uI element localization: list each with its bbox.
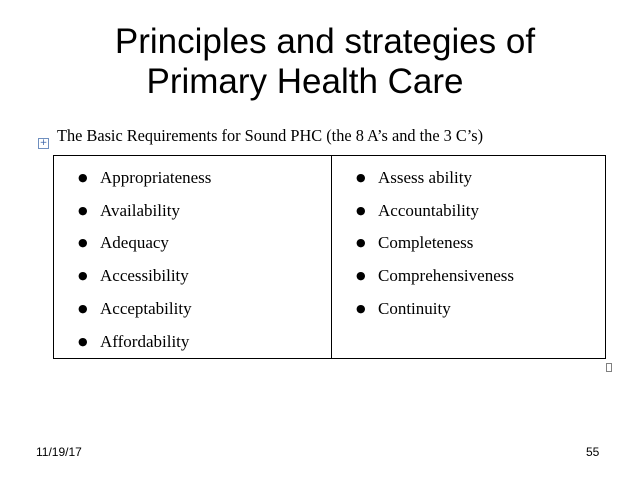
bullet-icon: ●: [356, 301, 366, 315]
table-move-handle-icon[interactable]: +: [39, 138, 48, 148]
list-item: [356, 293, 605, 326]
bullet-icon: ●: [356, 236, 366, 250]
bullet-icon: ●: [356, 203, 366, 217]
list-item: [356, 260, 605, 293]
list-item: [356, 195, 605, 228]
list-item: [78, 293, 331, 326]
slide-title-line-1: Principles and strategies of: [114, 22, 536, 61]
list-item-label: Assess ability: [378, 168, 472, 187]
slide-title: [0, 22, 638, 102]
bullet-icon: ●: [78, 203, 88, 217]
left-requirements-list: [54, 156, 331, 358]
bullet-icon: ●: [356, 269, 366, 283]
bullet-icon: ●: [78, 269, 88, 283]
list-item-label: Accountability: [378, 200, 480, 220]
list-item-label: Continuity: [378, 298, 451, 318]
list-item-label: Adequacy: [100, 233, 169, 253]
bullet-icon: ●: [356, 171, 366, 184]
list-item: [356, 227, 605, 260]
bullet-icon: ●: [78, 301, 88, 315]
list-item: [356, 162, 605, 195]
bullet-icon: ●: [78, 334, 88, 348]
list-item: [78, 195, 331, 228]
list-item-label: Affordability: [100, 331, 190, 351]
list-item: [78, 260, 331, 293]
list-item-label: Acceptability: [100, 298, 192, 318]
table-cell-left: [54, 156, 332, 359]
right-requirements-list: [332, 156, 605, 326]
slide-title-line-2: Primary Health Care: [146, 62, 464, 101]
footer-date: 11/19/17: [36, 445, 82, 459]
table-resize-handle-icon[interactable]: [606, 363, 612, 372]
list-item-label: Comprehensiveness: [378, 266, 514, 286]
list-item-label: Availability: [100, 200, 180, 220]
list-item-label: Accessibility: [100, 266, 189, 286]
table-cell-right: [332, 156, 606, 359]
list-item-label: Appropriateness: [100, 168, 212, 187]
bullet-icon: ●: [78, 171, 88, 184]
list-item: [78, 326, 331, 359]
requirements-table: [53, 155, 606, 359]
table-row: [54, 156, 606, 359]
list-item-label: Completeness: [378, 233, 474, 253]
list-item: [78, 227, 331, 260]
bullet-icon: ●: [78, 236, 88, 250]
table-caption: The Basic Requirements for Sound PHC (the 8 A’s and the 3 C’s): [57, 126, 484, 145]
list-item: [78, 162, 331, 195]
page-number: 55: [586, 445, 600, 459]
